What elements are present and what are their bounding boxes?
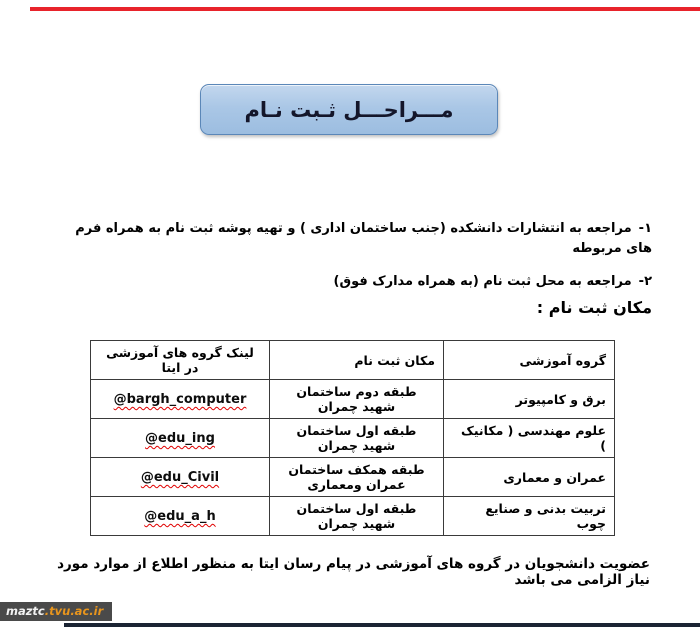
table-header-row xyxy=(91,341,615,380)
location-cell: طبقه اول ساختمان شهید چمران xyxy=(270,419,444,458)
eitaa-handle: @edu_a_h xyxy=(144,509,216,524)
link-cell xyxy=(91,380,270,419)
title-box xyxy=(200,84,498,135)
table-row xyxy=(91,419,615,458)
location-cell: طبقه دوم ساختمان شهید چمران xyxy=(270,380,444,419)
link-cell xyxy=(91,419,270,458)
watermark-prefix: maztc xyxy=(6,604,45,618)
group-cell: علوم مهندسی ( مکانیک ) xyxy=(444,419,615,458)
section-heading-registration-location: مکان ثبت نام : xyxy=(536,298,652,317)
registration-steps-list xyxy=(50,219,652,305)
header-group: گروه آموزشی xyxy=(444,341,615,380)
link-cell xyxy=(91,497,270,536)
eitaa-handle: @edu_ing xyxy=(145,431,215,446)
bottom-navy-divider xyxy=(64,623,700,627)
page-title: مـــراحـــل ثـبت نـام xyxy=(244,97,454,122)
location-cell: طبقه اول ساختمان شهید چمران xyxy=(270,497,444,536)
footer-note: عضویت دانشجویان در گروه های آموزشی در پیام رسان ایتا به منظور اطلاع از موارد مورد نیاز الزامی می باشد xyxy=(57,556,650,588)
group-cell: تربیت بدنی و صنایع چوب xyxy=(444,497,615,536)
table-row xyxy=(91,380,615,419)
header-location: مکان ثبت نام xyxy=(270,341,444,380)
group-cell: عمران و معماری xyxy=(444,458,615,497)
step-number: ۱- xyxy=(638,221,652,236)
location-cell: طبقه همکف ساختمان عمران ومعماری xyxy=(270,458,444,497)
step-number: ۲- xyxy=(638,274,652,289)
step-item-1 xyxy=(50,219,652,259)
step-text: مراجعه به محل ثبت نام (به همراه مدارک فوق) xyxy=(333,274,632,289)
header-link: لینک گروه های آموزشی در ایتا xyxy=(91,341,270,380)
table-row xyxy=(91,458,615,497)
watermark-suffix: .tvu.ac.ir xyxy=(44,604,104,618)
step-text: مراجعه به انتشارات دانشکده (جنب ساختمان اداری ) و تهیه پوشه ثبت نام به همراه فرم های مربوطه xyxy=(75,221,652,256)
table-row xyxy=(91,497,615,536)
link-cell xyxy=(91,458,270,497)
eitaa-handle: @edu_Civil xyxy=(140,470,220,485)
registration-locations-table xyxy=(90,340,615,536)
top-red-divider xyxy=(30,7,700,11)
group-cell: برق و کامپیوتر xyxy=(444,380,615,419)
site-watermark xyxy=(0,602,112,621)
step-item-2 xyxy=(50,272,652,292)
eitaa-handle: @bargh_computer xyxy=(113,392,247,407)
